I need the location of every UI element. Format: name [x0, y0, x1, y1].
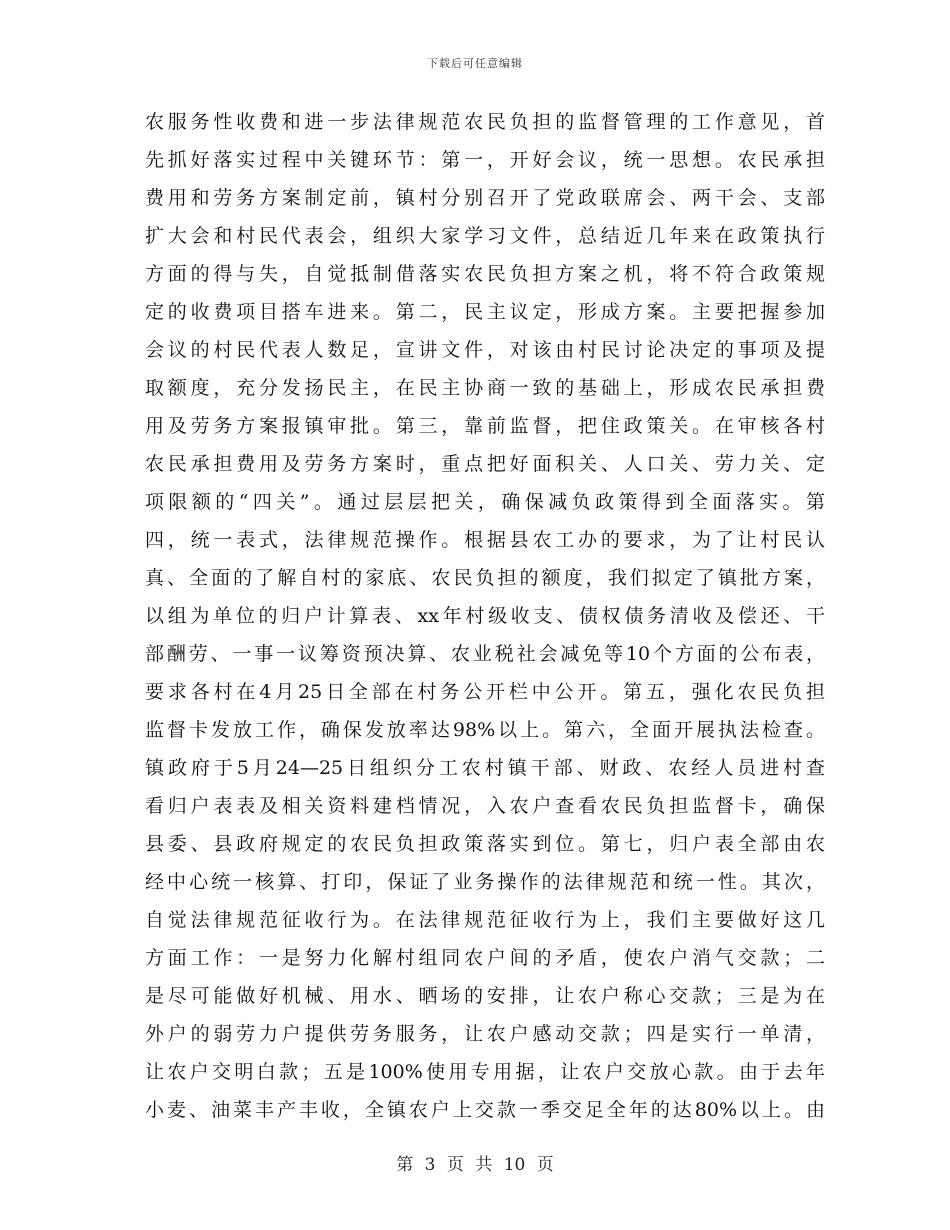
text-line: 监督卡发放工作，确保发放率达98%以上。第六，全面开展执法检查。 — [145, 719, 825, 741]
body-text — [145, 103, 825, 1129]
text-line: 农民承担费用及劳务方案时，重点把好面积关、人口关、劳力关、定 — [145, 453, 825, 475]
text-line: 取额度，充分发扬民主，在民主协商一致的基础上，形成农民承担费 — [145, 377, 825, 399]
text-line: 农服务性收费和进一步法律规范农民负担的监督管理的工作意见，首 — [145, 111, 825, 133]
page-header-note: 下载后可任意编辑 — [427, 57, 523, 70]
page-number: 第 3 页 共 10 页 — [396, 1155, 554, 1175]
text-line: 小麦、油菜丰产丰收，全镇农户上交款一季交足全年的达80%以上。由 — [145, 1099, 825, 1121]
text-line: 是尽可能做好机械、用水、晒场的安排，让农户称心交款；三是为在 — [145, 985, 825, 1007]
text-line: 县委、县政府规定的农民负担政策落实到位。第七，归户表全部由农 — [145, 833, 825, 855]
text-line: 让农户交明白款；五是100%使用专用据，让农户交放心款。由于去年 — [145, 1061, 825, 1083]
text-line: 外户的弱劳力户提供劳务服务，让农户感动交款；四是实行一单清， — [145, 1023, 825, 1045]
text-line: 看归户表表及相关资料建档情况，入农户查看农民负担监督卡，确保 — [145, 795, 825, 817]
text-line: 定的收费项目搭车进来。第二，民主议定，形成方案。主要把握参加 — [145, 301, 825, 323]
text-line: 项限额的“四关”。通过层层把关，确保减负政策得到全面落实。第 — [145, 491, 825, 513]
text-line: 先抓好落实过程中关键环节：第一，开好会议，统一思想。农民承担 — [145, 149, 825, 171]
text-line: 方面工作：一是努力化解村组同农户间的矛盾，使农户消气交款；二 — [145, 947, 825, 969]
text-line: 以组为单位的归户计算表、xx年村级收支、债权债务清收及偿还、干 — [145, 605, 825, 627]
text-line: 真、全面的了解自村的家底、农民负担的额度，我们拟定了镇批方案， — [145, 567, 825, 589]
text-line: 四，统一表式，法律规范操作。根据县农工办的要求，为了让村民认 — [145, 529, 825, 551]
text-line: 要求各村在4月25日全部在村务公开栏中公开。第五，强化农民负担 — [145, 681, 825, 703]
text-line: 费用和劳务方案制定前，镇村分别召开了党政联席会、两干会、支部 — [145, 187, 825, 209]
text-line: 方面的得与失，自觉抵制借落实农民负担方案之机，将不符合政策规 — [145, 263, 825, 285]
text-line: 扩大会和村民代表会，组织大家学习文件，总结近几年来在政策执行 — [145, 225, 825, 247]
text-line: 镇政府于5月24—25日组织分工农村镇干部、财政、农经人员进村查 — [145, 757, 825, 779]
text-line: 用及劳务方案报镇审批。第三，靠前监督，把住政策关。在审核各村 — [145, 415, 825, 437]
text-line: 部酬劳、一事一议筹资预决算、农业税社会减免等10个方面的公布表， — [145, 643, 825, 665]
text-line: 会议的村民代表人数足，宣讲文件，对该由村民讨论决定的事项及提 — [145, 339, 825, 361]
text-line: 自觉法律规范征收行为。在法律规范征收行为上，我们主要做好这几 — [145, 909, 825, 931]
text-line: 经中心统一核算、打印，保证了业务操作的法律规范和统一性。其次， — [145, 871, 825, 893]
